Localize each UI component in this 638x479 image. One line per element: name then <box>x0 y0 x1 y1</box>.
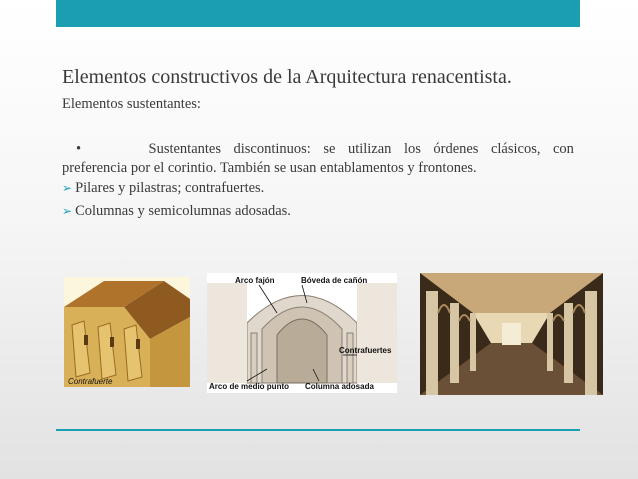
interior-photo <box>420 273 603 395</box>
list-item-label: Pilares y pilastras; contrafuertes. <box>75 180 265 196</box>
label-boveda: Bóveda de cañón <box>301 276 368 285</box>
slide-title: Elementos constructivos de la Arquitectura renacentista. <box>62 66 512 88</box>
bottom-accent-line <box>56 429 580 431</box>
image-church-interior <box>420 273 603 395</box>
label-arco-fajon: Arco fajón <box>235 276 275 285</box>
slide-subtitle: Elementos sustentantes: <box>62 96 201 112</box>
paragraph-word: utilizan <box>347 141 392 157</box>
paragraph-word: órdenes <box>433 141 479 157</box>
arrow-bullet-icon: ➢ <box>62 181 73 195</box>
church-illustration <box>64 277 190 387</box>
list-item-pilares <box>62 180 264 197</box>
paragraph-word: clásicos, <box>490 141 541 157</box>
vault-illustration <box>207 273 397 393</box>
list-item-label: Columnas y semicolumnas adosadas. <box>75 203 291 219</box>
image-buttress-church <box>64 277 190 387</box>
paragraph-word: con <box>552 141 574 157</box>
paragraph-word: los <box>403 141 421 157</box>
paragraph-word: discontinuos: <box>233 141 311 157</box>
label-columna-adosada: Columna adosada <box>305 382 374 391</box>
arrow-bullet-icon: ➢ <box>62 204 73 218</box>
paragraph-word: Sustentantes <box>148 141 221 157</box>
image-vault-diagram <box>207 273 397 393</box>
paragraph-sustentantes <box>62 140 574 178</box>
top-accent-bar <box>56 0 580 27</box>
paragraph-word: se <box>323 141 336 157</box>
label-contrafuertes: Contrafuertes <box>339 346 392 355</box>
bullet-dot: • <box>76 141 82 157</box>
list-item-columnas <box>62 203 291 220</box>
image-label-contrafuerte: Contrafuerte <box>68 377 113 386</box>
label-arco-medio-punto: Arco de medio punto <box>209 382 289 391</box>
paragraph-line2: preferencia por el corintio. También se usan entablamentos y frontones. <box>62 160 477 176</box>
